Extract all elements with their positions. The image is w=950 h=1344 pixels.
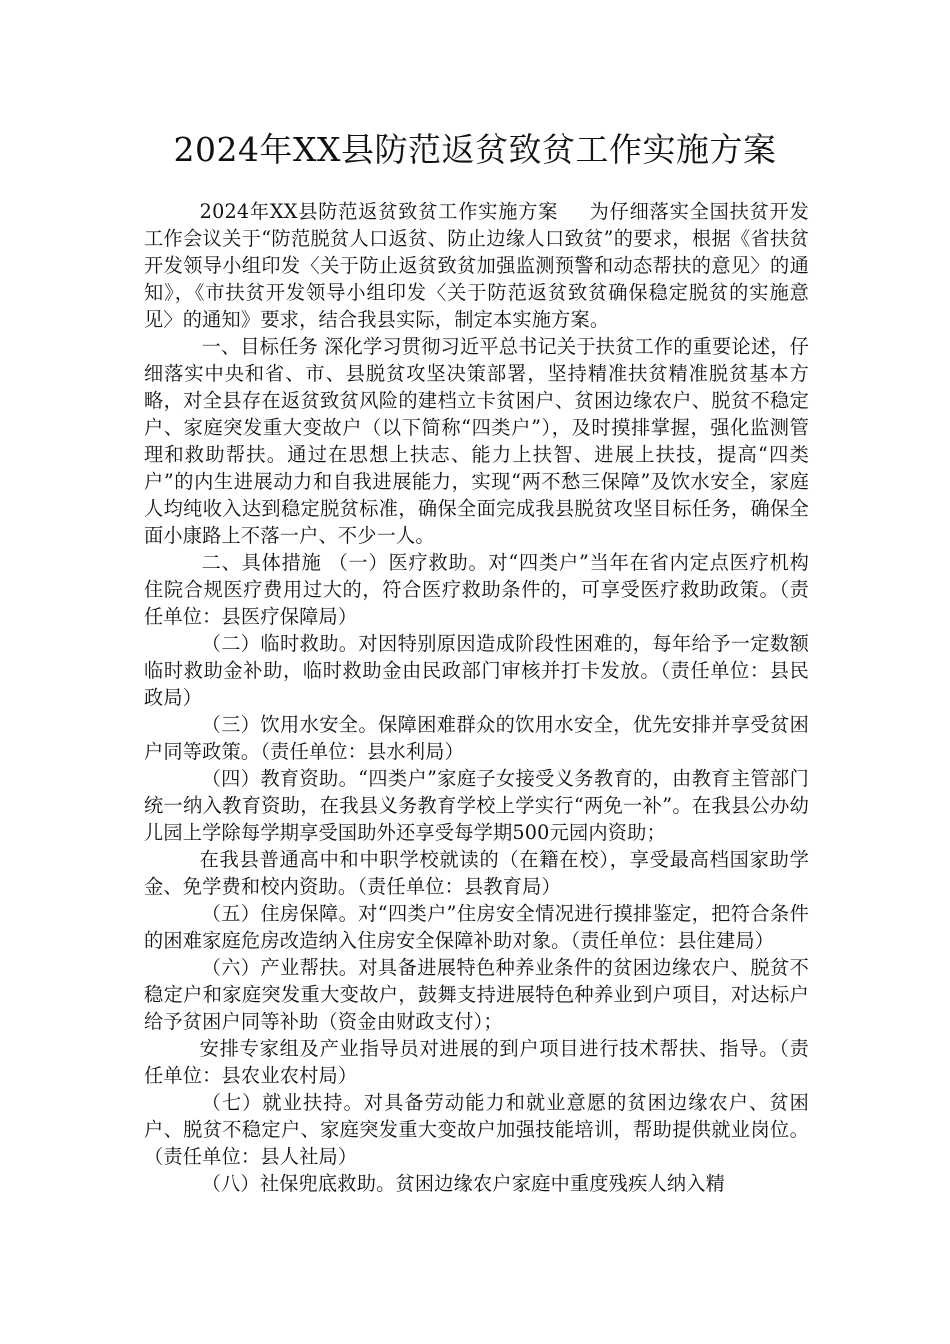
paragraph-temporary-relief: （二）临时救助。对因特别原因造成阶段性困难的，每年给予一定数额临时救助金补助，临时救助金由民政部门审核并打卡发放。（责任单位：县民政局）: [144, 632, 809, 709]
paragraph-expert-guidance: 安排专家组及产业指导员对进展的到户项目进行技术帮扶、指导。（责任单位：县农业农村局）: [144, 1037, 809, 1087]
intro-paragraph: [144, 198, 809, 333]
paragraph-industry: （六）产业帮扶。对具备进展特色种养业条件的贫困边缘农户、脱贫不稳定户和家庭突发重大变故户，鼓舞支持进展特色种养业到户项目，对达标户给予贫困户同等补助（资金由财政支付）；: [144, 956, 809, 1033]
paragraph-goals: 一、目标任务 深化学习贯彻习近平总书记关于扶贫工作的重要论述，仔细落实中央和省、市、县脱贫攻坚决策部署，坚持精准扶贫精准脱贫基本方略，对全县存在返贫致贫风险的建档立卡贫困户、贫困边缘农户、脱贫不稳定户、家庭突发重大变故户（以下简称“四类户”），及时摸排掌握，强化监测管理和救助帮扶。通过在思想上扶志、能力上扶智、进展上扶技，提高“四类户”的内生进展动力和自我进展能力，实现“两不愁三保障”及饮水安全，家庭人均纯收入达到稳定脱贫标准，确保全面完成我县脱贫攻坚目标任务，确保全面小康路上不落一户、不少一人。: [144, 335, 809, 547]
paragraph-measures-medical: 二、具体措施 （一）医疗救助。对“四类户”当年在省内定点医疗机构住院合规医疗费用过大的，符合医疗救助条件的，可享受医疗救助政策。（责任单位：县医疗保障局）: [144, 551, 809, 628]
paragraph-high-school: 在我县普通高中和中职学校就读的（在籍在校），享受最高档国家助学金、免学费和校内资助。（责任单位：县教育局）: [144, 848, 809, 898]
paragraph-water-safety: （三）饮用水安全。保障困难群众的饮用水安全，优先安排并享受贫困户同等政策。（责任单位：县水利局）: [144, 713, 809, 763]
document-body: [144, 198, 809, 1197]
paragraph-social-security: （八）社保兜底救助。贫困边缘农户家庭中重度残疾人纳入精: [201, 1172, 726, 1195]
paragraph-education-aid: （四）教育资助。“四类户”家庭子女接受义务教育的，由教育主管部门统一纳入教育资助，在我县义务教育学校上学实行“两免一补”。在我县公办幼儿园上学除每学期享受国助外还享受每学期500元园内资助；: [144, 767, 809, 844]
intro-heading: 2024年XX县防范返贫致贫工作实施方案: [199, 200, 559, 223]
paragraph-employment: （七）就业扶持。对具备劳动能力和就业意愿的贫困边缘农户、贫困户、脱贫不稳定户、家庭突发重大变故户加强技能培训，帮助提供就业岗位。（责任单位：县人社局）: [144, 1091, 809, 1168]
document-title: 2024年XX县防范返贫致贫工作实施方案: [173, 130, 777, 169]
paragraph-housing: （五）住房保障。对“四类户”住房安全情况进行摸排鉴定，把符合条件的困难家庭危房改造纳入住房安全保障补助对象。（责任单位：县住建局）: [144, 902, 809, 952]
intro-text: 为仔细落实全国扶贫开发工作会议关于“防范脱贫人口返贫、防止边缘人口致贫”的要求，根据《省扶贫开发领导小组印发〈关于防止返贫致贫加强监测预警和动态帮扶的意见〉的通知》，《市扶贫开发领导小组印发〈关于防范返贫致贫确保稳定脱贫的实施意见〉的通知》要求，结合我县实际，制定本实施方案。: [144, 200, 809, 331]
